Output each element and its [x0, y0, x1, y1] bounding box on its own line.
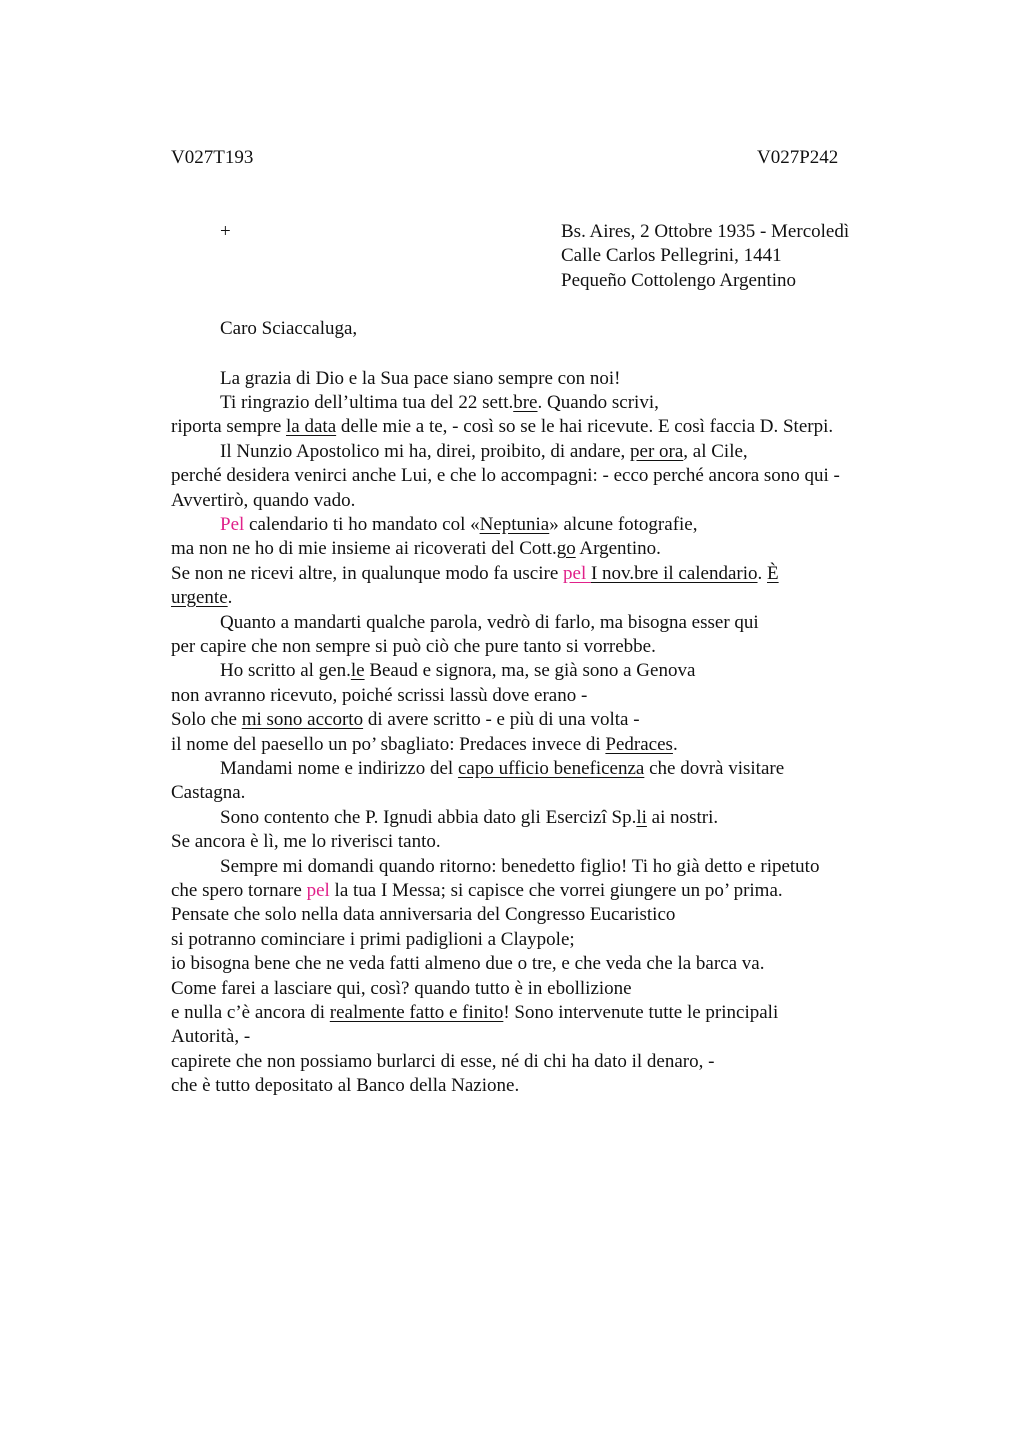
letter-line — [171, 977, 632, 1001]
underlined-text: le — [350, 660, 365, 681]
text-segment: Mandami nome e indirizzo del — [220, 758, 458, 779]
text-segment: Argentino. — [575, 538, 661, 559]
underlined-text: urgente — [171, 587, 228, 608]
date-line: Bs. Aires, 2 Ottobre 1935 - Mercoledì — [561, 221, 850, 242]
text-segment: Sono contento che P. Ignudi abbia dato gli Esercizî — [220, 807, 607, 828]
text-segment: La grazia di Dio e la Sua pace siano sempre con noi! — [220, 368, 621, 389]
letter-line — [220, 611, 759, 635]
letter-line — [220, 391, 659, 415]
text-segment: » alcune fotografie, — [549, 514, 698, 535]
text-segment: . — [227, 587, 233, 608]
text-segment: Solo che — [171, 709, 242, 730]
text-segment: Beaud e signora, ma, se già sono a Genova — [364, 660, 696, 681]
letter-line — [171, 903, 675, 927]
text-segment: si potranno cominciare i primi padiglioni a Claypole; — [171, 929, 575, 950]
letter-line — [171, 879, 783, 903]
text-segment: Come farei a lasciare qui, così? quando tutto è in ebollizione — [171, 978, 632, 999]
text-segment: delle mie a te, - così so se le hai ricevute. E così faccia D. Sterpi. — [336, 416, 834, 437]
underlined-text: mi sono accorto — [241, 709, 364, 730]
text-segment: che è tutto depositato al Banco della Nazione. — [171, 1075, 520, 1096]
highlighted-text: pel — [306, 880, 330, 901]
letter-line — [171, 1025, 250, 1049]
text-segment: il nome del paesello un po’ sbagliato: Predaces invece di — [171, 734, 606, 755]
underlined-text: go — [556, 538, 576, 559]
underlined-text: capo ufficio beneficenza — [457, 758, 645, 779]
text-segment: Quanto a mandarti qualche parola, vedrò di farlo, ma bisogna esser qui — [220, 612, 759, 633]
text-segment: ma non ne ho di mie insieme ai ricoverati del Cott. — [171, 538, 557, 559]
text-segment: per capire che non sempre si può ciò che pure tanto si vorrebbe. — [171, 636, 656, 657]
letter-line — [220, 855, 819, 879]
header-left-code: V027T193 — [171, 147, 254, 168]
letter-line — [171, 562, 779, 586]
letter-line — [171, 537, 661, 561]
text-segment: di avere scritto - e più di una volta - — [363, 709, 640, 730]
salutation: Caro Sciaccaluga, — [220, 318, 358, 339]
highlighted-underlined-text: pel — [563, 563, 591, 584]
letter-line — [220, 659, 695, 683]
address-line: Calle Carlos Pellegrini, 1441 — [561, 245, 782, 266]
text-segment: calendario ti ho mandato col « — [244, 514, 480, 535]
letter-line — [220, 513, 697, 537]
letter-line — [171, 1001, 778, 1025]
letter-line — [171, 684, 587, 708]
letter-line — [171, 415, 833, 439]
underlined-text: li — [636, 807, 647, 828]
text-segment: ! Sono intervenute tutte le principali — [503, 1002, 779, 1023]
text-segment: Sp. — [606, 807, 637, 828]
letter-line — [171, 733, 678, 757]
letter-line — [220, 757, 784, 781]
letter-line — [171, 781, 245, 805]
underlined-text: realmente fatto e finito — [329, 1002, 504, 1023]
text-segment: e nulla c’è ancora di — [171, 1002, 330, 1023]
underlined-text: È — [767, 563, 779, 584]
text-segment: che spero tornare — [171, 880, 307, 901]
header-right-code: V027P242 — [757, 147, 839, 168]
letter-line — [171, 635, 656, 659]
text-segment: . Quando scrivi, — [537, 392, 659, 413]
letter-line — [220, 806, 718, 830]
letter-line — [171, 830, 441, 854]
text-segment: Ti ringrazio dell’ultima tua del 22 sett. — [220, 392, 514, 413]
text-segment: che dovrà visitare — [644, 758, 785, 779]
underlined-text: la data — [286, 416, 337, 437]
text-segment: Avvertirò, quando vado. — [171, 490, 356, 511]
letter-line — [171, 586, 232, 610]
text-segment: . — [757, 563, 768, 584]
letter-line — [171, 1074, 519, 1098]
letter-line — [171, 464, 840, 488]
text-segment: Se ancora è lì, me lo riverisci tanto. — [171, 831, 441, 852]
text-segment: la tua I Messa; si capisce che vorrei giungere un po’ prima. — [329, 880, 783, 901]
letter-line — [171, 952, 764, 976]
letter-line — [171, 489, 355, 513]
institution-line: Pequeño Cottolengo Argentino — [561, 270, 797, 291]
underlined-text: per ora — [630, 441, 684, 462]
text-segment: Se non ne ricevi altre, in qualunque modo fa uscire — [171, 563, 564, 584]
text-segment: Autorità, - — [171, 1026, 251, 1047]
text-segment: non avranno ricevuto, poiché scrissi lassù dove erano - — [171, 685, 588, 706]
letter-line — [171, 708, 640, 732]
text-segment: ai nostri. — [646, 807, 719, 828]
letter-line — [171, 928, 575, 952]
text-segment: Castagna. — [171, 782, 246, 803]
text-segment: riporta sempre — [171, 416, 287, 437]
letter-line — [220, 440, 748, 464]
letter-line — [220, 367, 620, 391]
letter-line — [171, 1050, 714, 1074]
text-segment: Sempre mi domandi quando ritorno: benedetto figlio! Ti ho già detto e ripetuto — [220, 856, 820, 877]
text-segment: Il Nunzio Apostolico mi ha, direi, proibito, di andare, — [220, 441, 631, 462]
text-segment: Ho scritto al gen. — [220, 660, 351, 681]
text-segment: Pensate che solo nella data anniversaria del Congresso Eucaristico — [171, 904, 676, 925]
highlighted-text: Pel — [220, 514, 245, 535]
text-segment: capirete che non possiamo burlarci di esse, né di chi ha dato il denaro, - — [171, 1051, 715, 1072]
text-segment: . — [672, 734, 678, 755]
text-segment: perché desidera venirci anche Lui, e che lo accompagni: - ecco perché ancora sono qui - — [171, 465, 840, 486]
underlined-text: I nov.bre il calendario — [590, 563, 758, 584]
underlined-text: Neptunia — [479, 514, 550, 535]
text-segment: , al Cile, — [683, 441, 748, 462]
cross-symbol: + — [220, 221, 231, 242]
text-segment: io bisogna bene che ne veda fatti almeno due o tre, e che veda che la barca va. — [171, 953, 765, 974]
underlined-text: bre — [513, 392, 538, 413]
underlined-text: Pedraces — [605, 734, 673, 755]
